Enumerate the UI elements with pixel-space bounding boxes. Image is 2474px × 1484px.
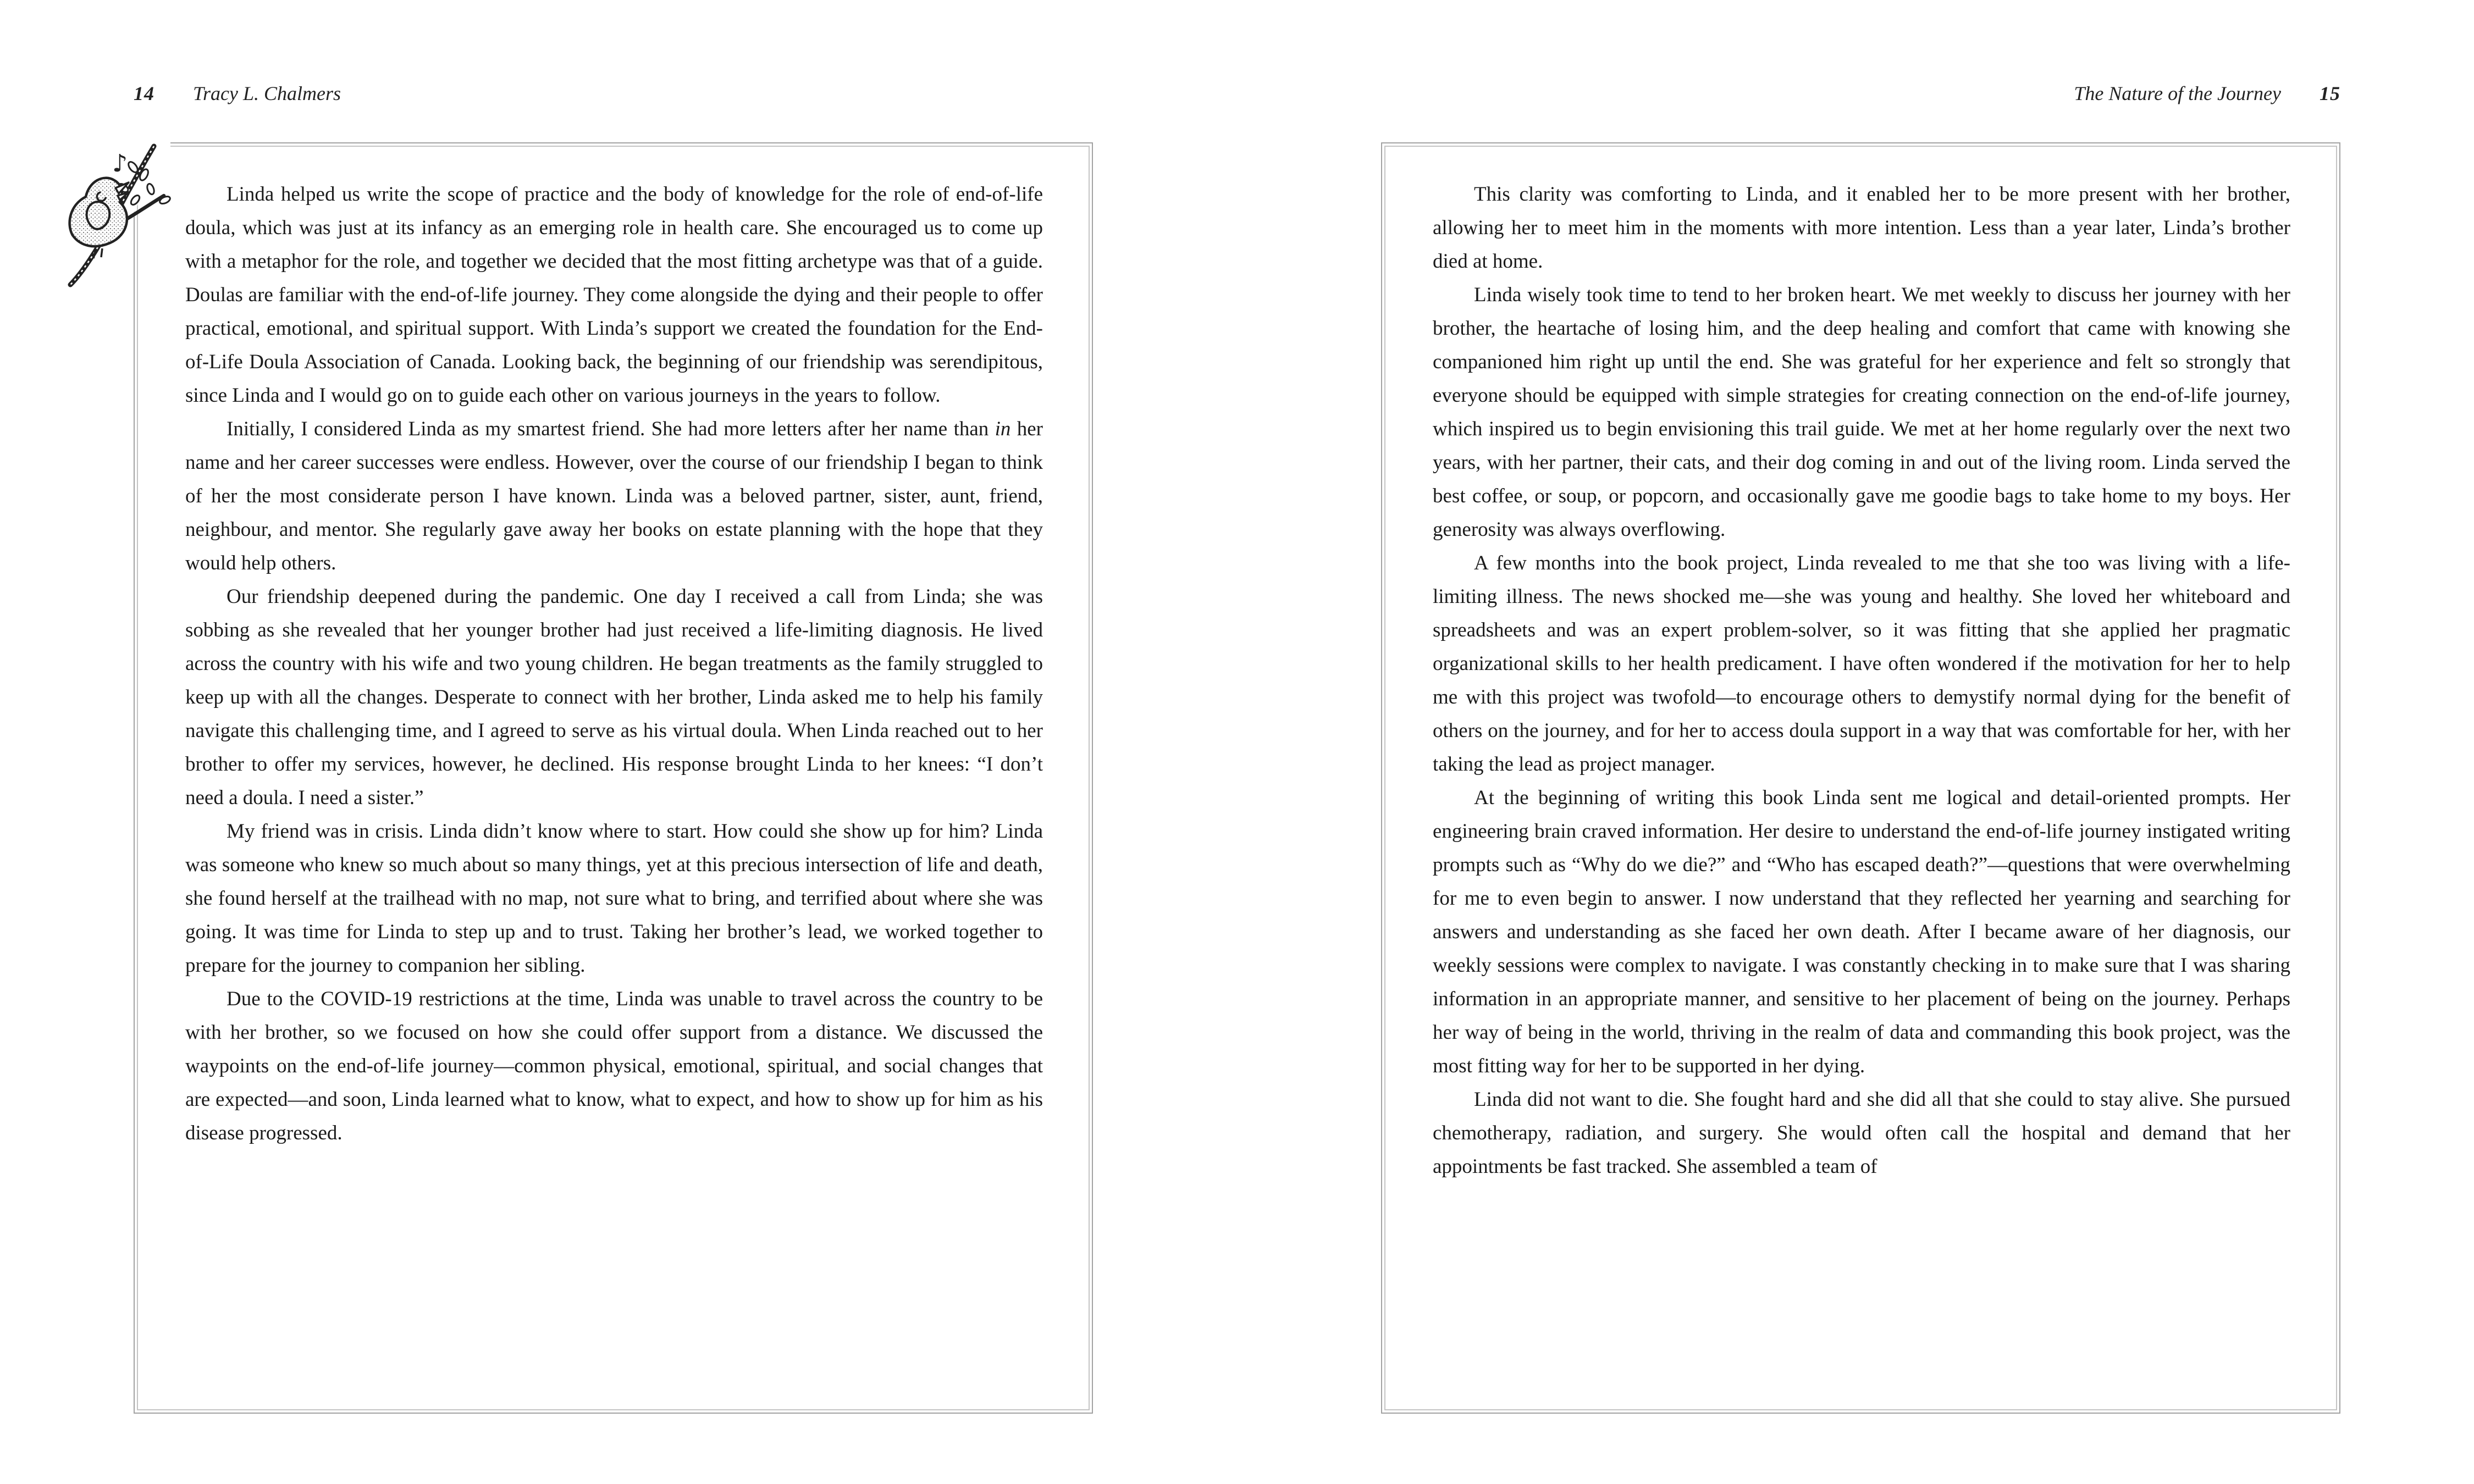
- svg-text:♪: ♪: [112, 149, 128, 178]
- text-segment: Linda did not want to die. She fought hard and she did all that she could to stay alive. She pursued chemotherapy, radiation, and surgery. She would often call the hospital and demand that her appointments be fast tracked. She assembled a team of: [1433, 1088, 2290, 1178]
- page-number-left: 14: [134, 82, 154, 104]
- text-segment: Linda wisely took time to tend to her broken heart. We met weekly to discuss her journey with her brother, the heartache of losing him, and the deep healing and comfort that came with knowing she companioned him right up until the end. She was grateful for her experience and felt so strongly that everyone should be equipped with simple strategies for creating connection on the end-of-life journey, which inspired us to begin envisioning this trail guide. We met at her home regularly over the next two years, with her partner, their cats, and their dog coming in and out of the living room. Linda served the best coffee, or soup, or popcorn, and occasionally gave me goodie bags to take home to my boys. Her generosity was always overflowing.: [1433, 284, 2290, 541]
- singing-bird-on-branch-icon: [67, 135, 177, 288]
- paragraph: [1433, 781, 2290, 1083]
- text-segment: in: [995, 418, 1011, 440]
- paragraph: [185, 982, 1043, 1150]
- text-segment: My friend was in crisis. Linda didn’t know where to start. How could she show up for him? Linda was someone who knew so much about so many things, yet at this precious intersection of life and death, she found herself at the trailhead with no map, not sure what to bring, and terrified about where she was going. It was time for Linda to step up and to trust. Taking her brother’s lead, we worked together to prepare for the journey to companion her sibling.: [185, 820, 1043, 977]
- text-segment: Initially, I considered Linda as my smartest friend. She had more letters after her name than: [227, 418, 995, 440]
- text-segment: Due to the COVID-19 restrictions at the time, Linda was unable to travel across the country to be with her brother, so we focused on how she could offer support from a distance. We discussed the waypoints on the end-of-life journey—common physical, emotional, spiritual, and social changes that are expected—and soon, Linda learned what to know, what to expect, and how to show up for him as his disease progressed.: [185, 988, 1043, 1144]
- text-segment: her name and her career successes were endless. However, over the course of our friendship I began to think of her the most considerate person I have known. Linda was a beloved partner, sister, aunt, friend, neighbour, and mentor. She regularly gave away her books on estate planning with the hope that they would help others.: [185, 418, 1043, 574]
- paragraph: [1433, 278, 2290, 546]
- paragraph: [185, 178, 1043, 412]
- paragraph: [1433, 178, 2290, 278]
- page-number-right: 15: [2320, 82, 2340, 104]
- paragraph: [1433, 1083, 2290, 1183]
- paragraph: [185, 815, 1043, 982]
- running-header-left: [134, 81, 341, 106]
- page-text-left: [185, 178, 1043, 1391]
- page-text-right: [1433, 178, 2290, 1391]
- page-frame-right: [1381, 142, 2340, 1414]
- text-segment: This clarity was comforting to Linda, and it enabled her to be more present with her brother, allowing her to meet him in the moments with more intention. Less than a year later, Linda’s brother died at home.: [1433, 183, 2290, 273]
- text-segment: Linda helped us write the scope of practice and the body of knowledge for the role of end-of-life doula, which was just at its infancy as an emerging role in health care. She encouraged us to come up with a metaphor for the role, and together we decided that the most fitting archetype was that of a guide. Doulas are familiar with the end-of-life journey. They come alongside the dying and their people to offer practical, emotional, and spiritual support. With Linda’s support we created the foundation for the End-of-Life Doula Association of Canada. Looking back, the beginning of our friendship was serendipitous, since Linda and I would go on to guide each other on various journeys in the years to follow.: [185, 183, 1043, 407]
- text-segment: A few months into the book project, Linda revealed to me that she too was living with a life-limiting illness. The news shocked me—she was young and healthy. She loved her whiteboard and spreadsheets and was an expert problem-solver, so it was fitting that she applied her pragmatic organizational skills to her health predicament. I have often wondered if the motivation for her to help me with this project was twofold—to encourage others to demystify normal dying for the benefit of others on the journey, and for her to access doula support in a way that was comfortable for her, with her taking the lead as project manager.: [1433, 552, 2290, 776]
- text-segment: At the beginning of writing this book Linda sent me logical and detail-oriented prompts. Her engineering brain craved information. Her desire to understand the end-of-life journey instigated writing prompts such as “Why do we die?” and “Who has escaped death?”—questions that were overwhelming for me to even begin to answer. I now understand that they reflected her yearning and searching for answers and understanding as she faced her own death. After I became aware of her diagnosis, our weekly sessions were complex to navigate. I was constantly checking in to make sure that I was sharing information in an appropriate manner, and sensitive to her placement of being on the journey. Perhaps her way of being in the world, thriving in the realm of data and commanding this book project, was the most fitting way for her to be supported in her dying.: [1433, 787, 2290, 1077]
- text-segment: Our friendship deepened during the pandemic. One day I received a call from Linda; she was sobbing as she revealed that her younger brother had just received a life-limiting diagnosis. He lived across the country with his wife and two young children. He began treatments as the family struggled to keep up with all the changes. Desperate to connect with her brother, Linda asked me to help his family navigate this challenging time, and I agreed to serve as his virtual doula. When Linda reached out to her brother to offer my services, however, he declined. His response brought Linda to her knees: “I don’t need a doula. I need a sister.”: [185, 585, 1043, 809]
- running-header-right: [2074, 81, 2340, 106]
- running-title-author: Tracy L. Chalmers: [193, 82, 341, 104]
- paragraph: [185, 580, 1043, 815]
- paragraph: [1433, 546, 2290, 781]
- page-frame-left: [134, 142, 1093, 1414]
- running-title-chapter: The Nature of the Journey: [2074, 82, 2281, 104]
- paragraph: [185, 412, 1043, 580]
